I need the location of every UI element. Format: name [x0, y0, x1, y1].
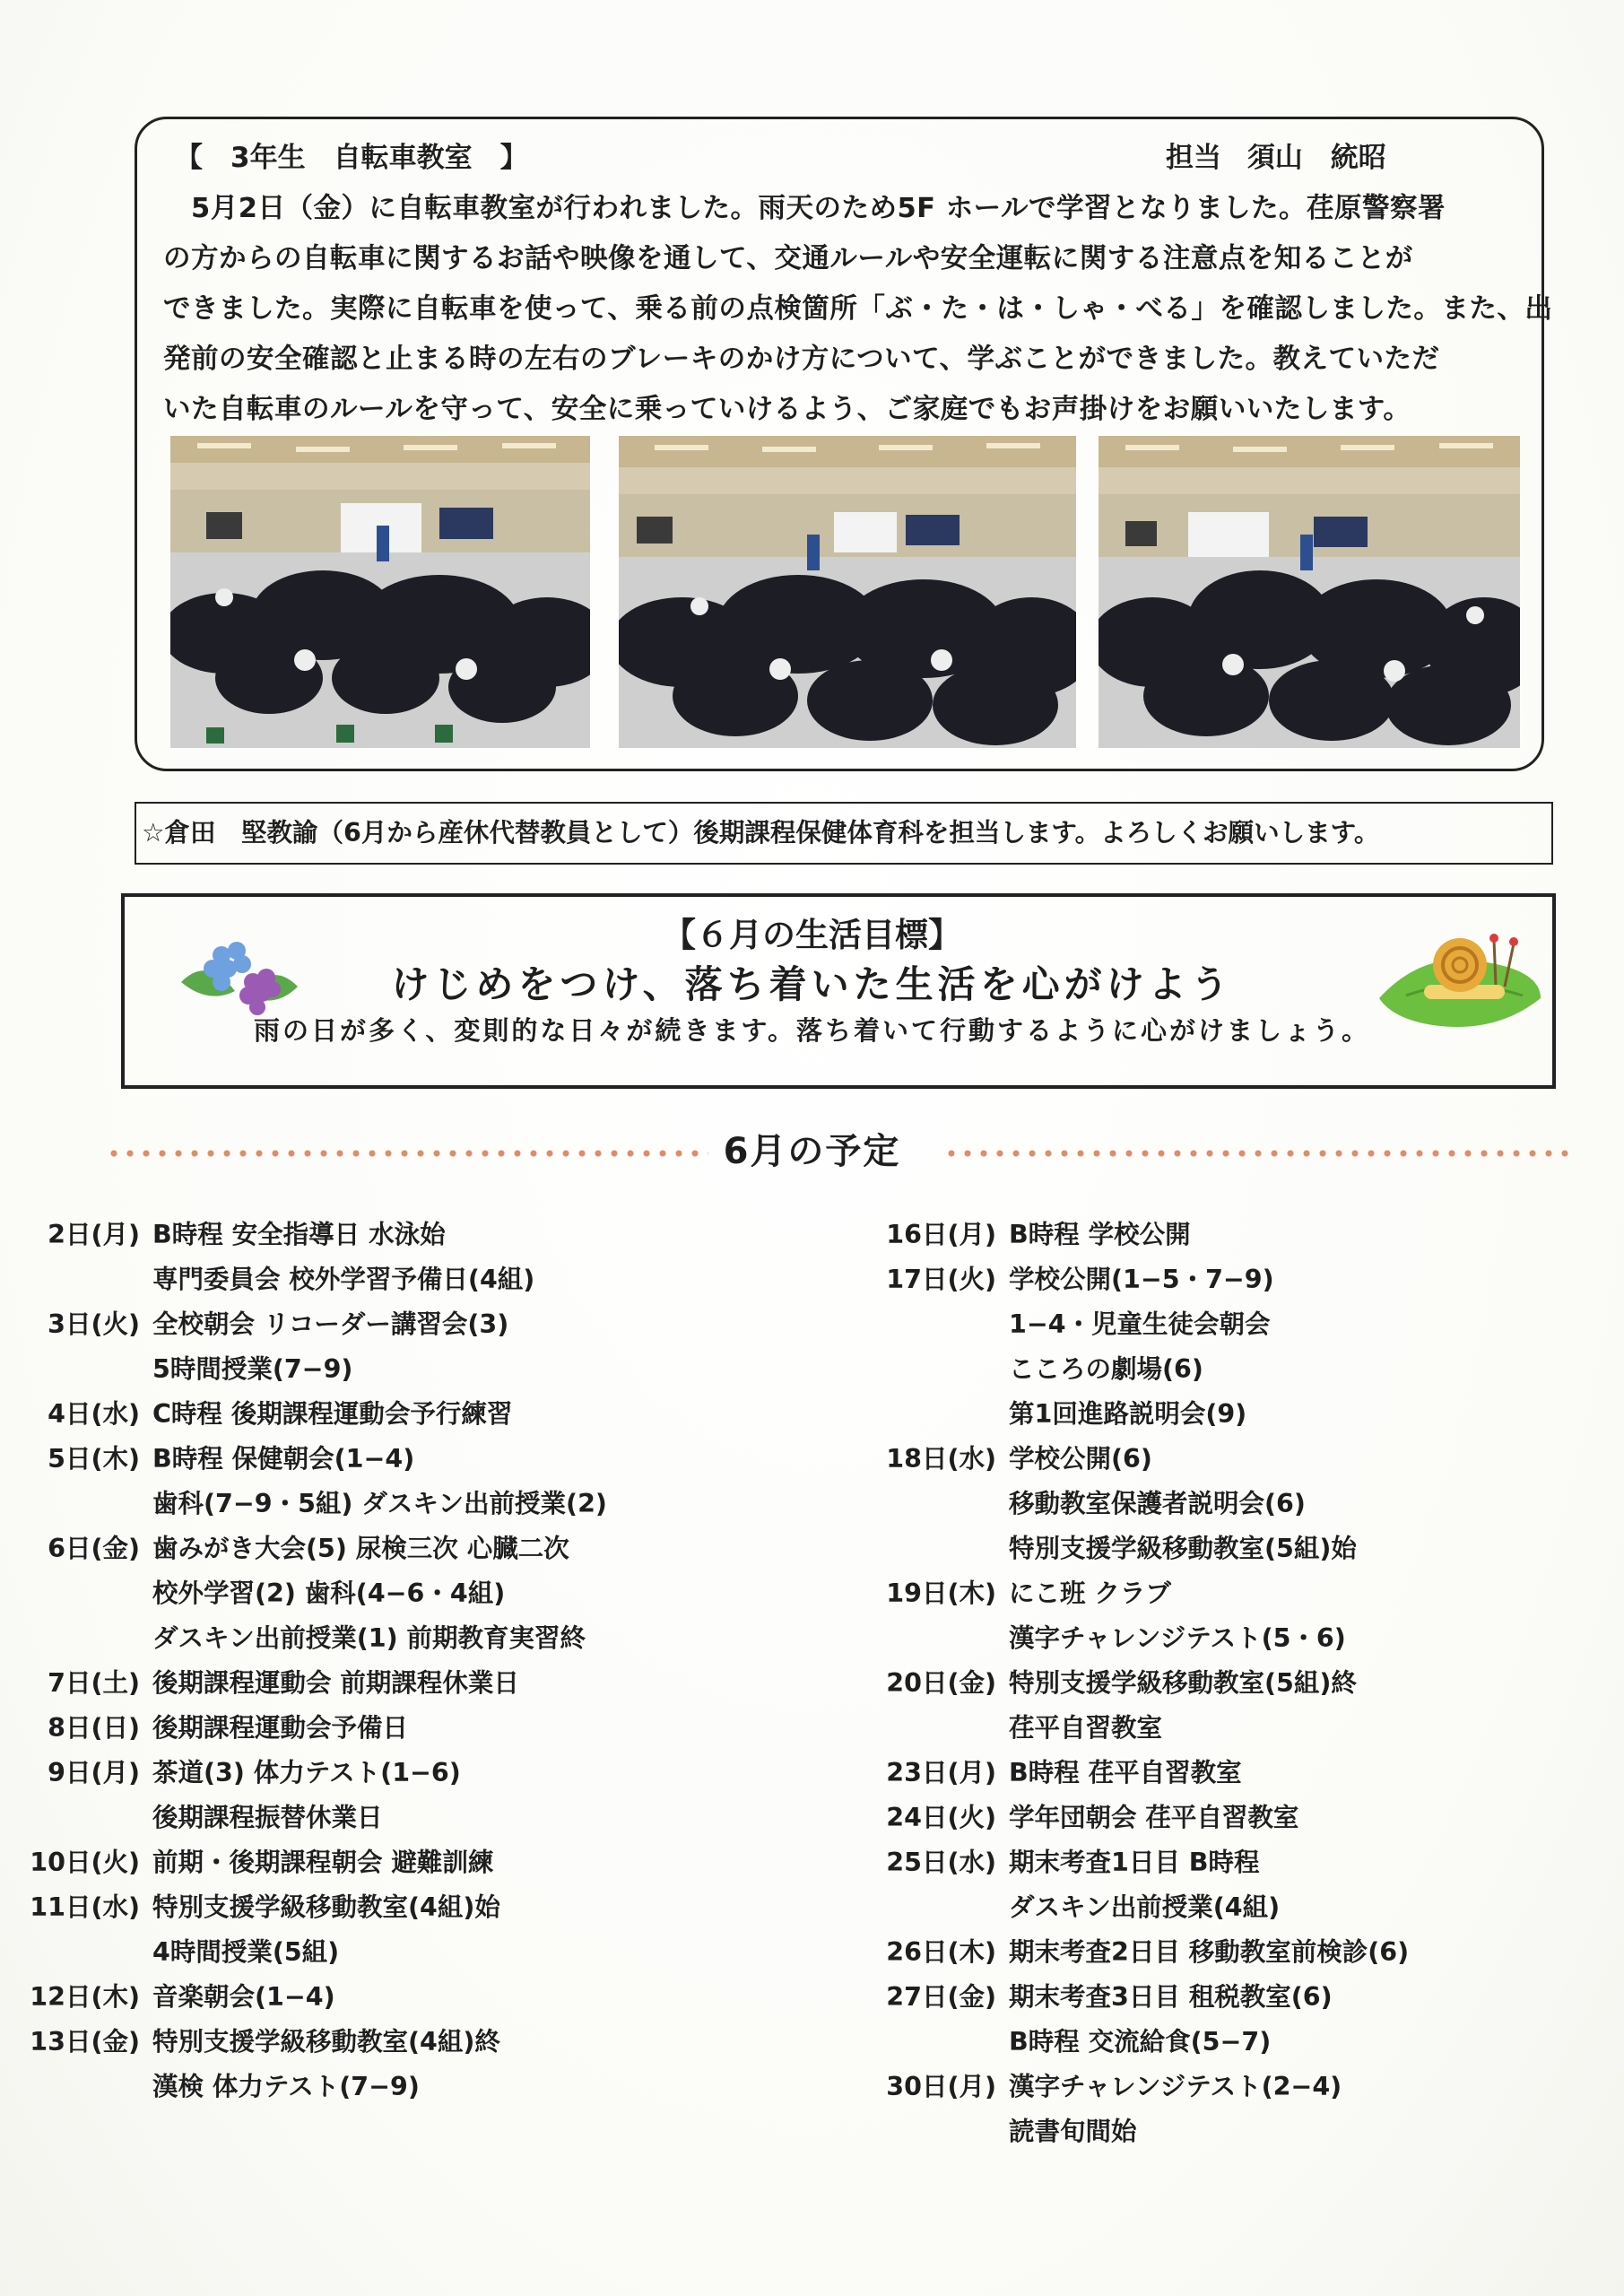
schedule-item: 特別支援学級移動教室(4組)終: [152, 2027, 500, 2057]
schedule-item: ダスキン出前授業(1) 前期教育実習終: [152, 1623, 586, 1653]
schedule-item: 歯科(7−9・5組) ダスキン出前授業(2): [152, 1489, 607, 1518]
schedule-item: 後期課程振替休業日: [152, 1803, 383, 1832]
hydrangea-icon: [172, 919, 307, 1027]
schedule-item: 5時間授業(7−9): [152, 1354, 353, 1384]
new-teacher-notice: ☆倉田 堅教諭（6月から産休代替教員として）後期課程保健体育科を担当します。よろしくお願いします。: [135, 802, 1553, 865]
schedule-item: 読書旬間始: [1009, 2117, 1137, 2146]
schedule-item: 荏平自習教室: [1009, 1713, 1163, 1743]
schedule-date: 20日(金): [886, 1668, 996, 1698]
schedule-date: 19日(木): [886, 1578, 996, 1608]
teacher-label: 担当: [1166, 142, 1221, 174]
schedule-item: こころの劇場(6): [1009, 1354, 1203, 1384]
schedule-entry: [865, 1975, 1409, 2065]
schedule-item: 期末考査3日目 租税教室(6): [1009, 1982, 1333, 2012]
monthly-goal-main: けじめをつけ、落ち着いた生活を心がけよう: [391, 962, 1233, 1006]
bicycle-class-photo-2: [619, 436, 1076, 748]
schedule-date: 30日(月): [886, 2072, 996, 2101]
body-line: いた自転車のルールを守って、安全に乗っていけるよう、ご家庭でもお声掛けをお願いいたします。: [163, 394, 1411, 425]
monthly-goal-heading: 【６月の生活目標】: [663, 916, 961, 954]
schedule-item: B時程 安全指導日 水泳始: [152, 1220, 446, 1249]
schedule-date: 12日(木): [30, 1982, 140, 2012]
schedule-entry: [0, 1526, 607, 1661]
schedule-entry: [0, 2020, 607, 2109]
schedule-date: 6日(金): [48, 1534, 140, 1563]
schedule-item: 移動教室保護者説明会(6): [1009, 1489, 1306, 1518]
schedule-title: 6月の予定: [723, 1131, 901, 1172]
schedule-entry: [865, 1437, 1409, 1571]
schedule-entry: [865, 1840, 1409, 1930]
schedule-item: 漢字チャレンジテスト(2−4): [1009, 2072, 1342, 2101]
schedule-date: 23日(月): [886, 1758, 996, 1787]
schedule-item: B時程 保健朝会(1−4): [152, 1444, 415, 1474]
schedule-item: 茶道(3) 体力テスト(1−6): [152, 1758, 461, 1787]
schedule-item: 学年団朝会 荏平自習教室: [1009, 1803, 1299, 1832]
schedule-item: 特別支援学級移動教室(5組)始: [1009, 1534, 1357, 1563]
schedule-item: 音楽朝会(1−4): [152, 1982, 335, 2012]
schedule-entry: [865, 1751, 1409, 1796]
bicycle-class-body: [163, 184, 1553, 435]
schedule-entry: [0, 1437, 607, 1526]
bicycle-class-title: 【 3年生 自転車教室 】: [175, 142, 528, 174]
schedule-item: 期末考査2日目 移動教室前検診(6): [1009, 1937, 1410, 1967]
schedule-entry: [0, 1751, 607, 1840]
body-line: の方からの自転車に関するお話や映像を通して、交通ルールや安全運転に関する注意点を知ることが: [163, 243, 1413, 274]
schedule-item: 校外学習(2) 歯科(4−6・4組): [152, 1578, 506, 1608]
schedule-item: 4時間授業(5組): [152, 1937, 340, 1967]
schedule-date: 25日(水): [886, 1848, 996, 1877]
schedule-item: 学校公開(6): [1009, 1444, 1152, 1474]
schedule-date: 26日(木): [886, 1937, 996, 1967]
schedule-item: 特別支援学級移動教室(4組)始: [152, 1892, 500, 1922]
schedule-date: 8日(日): [48, 1713, 140, 1743]
body-line: 5月2日（金）に自転車教室が行われました。雨天のため5F ホールで学習となりました。荏原警察署: [163, 193, 1446, 224]
bicycle-class-photo-1: [170, 436, 590, 748]
schedule-date: 3日(火): [48, 1309, 140, 1339]
schedule-column-left: [0, 1213, 607, 2109]
schedule-entry: [0, 1975, 607, 2020]
bicycle-class-teacher: [1166, 135, 1386, 175]
schedule-item: 全校朝会 リコーダー講習会(3): [152, 1309, 509, 1339]
schedule-date: 16日(月): [886, 1220, 996, 1249]
schedule-column-right: [865, 1213, 1409, 2154]
schedule-item: 第1回進路説明会(9): [1009, 1399, 1247, 1429]
schedule-entry: [0, 1302, 607, 1392]
schedule-entry: [0, 1213, 607, 1302]
schedule-date: 9日(月): [48, 1758, 140, 1787]
schedule-item: B時程 交流給食(5−7): [1009, 2027, 1272, 2057]
schedule-date: 13日(金): [30, 2027, 140, 2057]
schedule-date: 10日(火): [30, 1848, 140, 1877]
snail-icon: [1370, 913, 1546, 1039]
schedule-item: 歯みがき大会(5) 尿検三次 心臓二次: [152, 1534, 569, 1563]
schedule-date: 11日(水): [30, 1892, 140, 1922]
schedule-item: にこ班 クラブ: [1009, 1578, 1171, 1608]
schedule-entry: [865, 1930, 1409, 1975]
body-line: できました。実際に自転車を使って、乗る前の点検箇所「ぶ・た・は・しゃ・べる」を確認しました。また、出: [163, 293, 1553, 325]
schedule-item: 漢検 体力テスト(7−9): [152, 2072, 420, 2101]
schedule-item: 漢字チャレンジテスト(5・6): [1009, 1623, 1346, 1653]
schedule-entry: [0, 1661, 607, 1706]
schedule-item: 前期・後期課程朝会 避難訓練: [152, 1848, 494, 1877]
schedule-item: B時程 荏平自習教室: [1009, 1758, 1242, 1787]
schedule-item: B時程 学校公開: [1009, 1220, 1191, 1249]
schedule-item: 特別支援学級移動教室(5組)終: [1009, 1668, 1357, 1698]
schedule-entry: [0, 1885, 607, 1975]
schedule-entry: [865, 1796, 1409, 1840]
schedule-date: 18日(水): [886, 1444, 996, 1474]
schedule-date: 5日(木): [48, 1444, 140, 1474]
schedule-entry: [865, 2065, 1409, 2154]
schedule-item: 期末考査1日目 B時程: [1009, 1848, 1260, 1877]
schedule-item: 1−4・児童生徒会朝会: [1009, 1309, 1271, 1339]
schedule-date: 17日(火): [886, 1265, 996, 1294]
schedule-date: 24日(火): [886, 1803, 996, 1832]
bicycle-class-photo-3: [1099, 436, 1520, 748]
schedule-entry: [0, 1840, 607, 1885]
schedule-entry: [865, 1661, 1409, 1751]
schedule-entry: [0, 1706, 607, 1751]
schedule-item: 学校公開(1−5・7−9): [1009, 1265, 1274, 1294]
schedule-entry: [865, 1213, 1409, 1257]
schedule-date: 4日(水): [48, 1399, 140, 1429]
schedule-item: 後期課程運動会予備日: [152, 1713, 409, 1743]
teacher-name: 須山 統昭: [1246, 142, 1386, 174]
schedule-entry: [0, 1392, 607, 1437]
body-line: 発前の安全確認と止まる時の左右のブレーキのかけ方について、学ぶことができました。教えていただ: [163, 344, 1440, 375]
schedule-item: C時程 後期課程運動会予行練習: [152, 1399, 513, 1429]
monthly-goal-sub: 雨の日が多く、変則的な日々が続きます。落ち着いて行動するように心がけましょう。: [253, 1015, 1371, 1046]
schedule-date: 2日(月): [48, 1220, 140, 1249]
schedule-date: 27日(金): [886, 1982, 996, 2012]
schedule-item: ダスキン出前授業(4組): [1009, 1892, 1281, 1922]
schedule-item: 後期課程運動会 前期課程休業日: [152, 1668, 519, 1698]
schedule-entry: [865, 1571, 1409, 1661]
schedule-date: 7日(土): [48, 1668, 140, 1698]
schedule-item: 専門委員会 校外学習予備日(4組): [152, 1265, 535, 1294]
schedule-entry: [865, 1257, 1409, 1437]
